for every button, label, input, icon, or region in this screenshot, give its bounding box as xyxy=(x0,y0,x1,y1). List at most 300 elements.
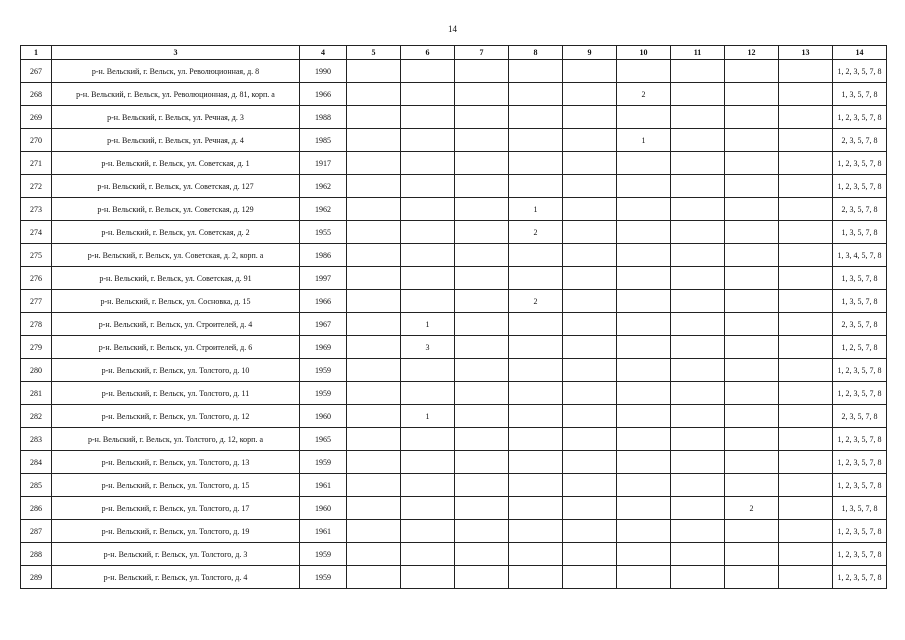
table-cell xyxy=(401,175,455,198)
address-cell: р-н. Вельский, г. Вельск, ул. Революционная, д. 81, корп. а xyxy=(52,83,300,106)
table-cell xyxy=(509,382,563,405)
table-cell xyxy=(401,267,455,290)
table-row xyxy=(21,497,887,520)
address-cell: р-н. Вельский, г. Вельск, ул. Строителей, д. 6 xyxy=(52,336,300,359)
table-row xyxy=(21,428,887,451)
table-row xyxy=(21,244,887,267)
table-cell xyxy=(509,566,563,589)
table-cell xyxy=(509,244,563,267)
table-cell xyxy=(563,106,617,129)
table-cell: 1, 2, 5, 7, 8 xyxy=(833,336,887,359)
row-number-cell: 284 xyxy=(21,451,52,474)
table-cell xyxy=(455,60,509,83)
column-header: 9 xyxy=(563,46,617,60)
column-header: 3 xyxy=(52,46,300,60)
table-cell xyxy=(347,359,401,382)
table-cell xyxy=(347,198,401,221)
table-cell xyxy=(563,336,617,359)
table-cell xyxy=(725,336,779,359)
row-number-cell: 283 xyxy=(21,428,52,451)
table-cell xyxy=(347,543,401,566)
year-cell: 1955 xyxy=(300,221,347,244)
table-cell xyxy=(671,106,725,129)
table-cell xyxy=(347,497,401,520)
table-cell xyxy=(401,451,455,474)
table-cell xyxy=(347,566,401,589)
table-cell xyxy=(779,290,833,313)
table-cell: 2, 3, 5, 7, 8 xyxy=(833,198,887,221)
address-cell: р-н. Вельский, г. Вельск, ул. Толстого, д. 13 xyxy=(52,451,300,474)
table-cell xyxy=(347,221,401,244)
table-cell xyxy=(617,106,671,129)
table-cell xyxy=(779,520,833,543)
table-cell xyxy=(671,198,725,221)
table-cell xyxy=(347,60,401,83)
row-number-cell: 285 xyxy=(21,474,52,497)
table-cell xyxy=(671,290,725,313)
table-cell xyxy=(401,129,455,152)
year-cell: 1959 xyxy=(300,382,347,405)
table-row xyxy=(21,382,887,405)
table-cell xyxy=(617,474,671,497)
table-cell xyxy=(779,428,833,451)
table-cell xyxy=(779,474,833,497)
table-cell xyxy=(779,198,833,221)
table-cell xyxy=(671,428,725,451)
year-cell: 1990 xyxy=(300,60,347,83)
address-cell: р-н. Вельский, г. Вельск, ул. Толстого, д. 3 xyxy=(52,543,300,566)
table-cell xyxy=(563,129,617,152)
table-cell xyxy=(563,497,617,520)
table-cell xyxy=(779,83,833,106)
table-cell: 1, 3, 5, 7, 8 xyxy=(833,267,887,290)
page-number: 14 xyxy=(448,24,457,34)
table-cell xyxy=(563,359,617,382)
table-cell xyxy=(617,566,671,589)
table-cell: 2, 3, 5, 7, 8 xyxy=(833,129,887,152)
column-header: 6 xyxy=(401,46,455,60)
row-number-cell: 287 xyxy=(21,520,52,543)
address-cell: р-н. Вельский, г. Вельск, ул. Толстого, д. 19 xyxy=(52,520,300,543)
table-cell xyxy=(455,152,509,175)
table-cell xyxy=(401,359,455,382)
table-cell xyxy=(617,244,671,267)
table-row xyxy=(21,566,887,589)
table-cell: 2 xyxy=(509,221,563,244)
year-cell: 1988 xyxy=(300,106,347,129)
table-cell xyxy=(347,267,401,290)
table-cell xyxy=(725,106,779,129)
table-cell xyxy=(671,543,725,566)
table-cell xyxy=(671,244,725,267)
table-row xyxy=(21,543,887,566)
table-body xyxy=(21,60,887,589)
table-cell xyxy=(671,60,725,83)
table-cell xyxy=(779,129,833,152)
table-cell xyxy=(347,451,401,474)
table-cell xyxy=(401,543,455,566)
table-cell xyxy=(617,60,671,83)
table-cell xyxy=(509,520,563,543)
table-cell xyxy=(779,313,833,336)
address-cell: р-н. Вельский, г. Вельск, ул. Советская, д. 129 xyxy=(52,198,300,221)
row-number-cell: 289 xyxy=(21,566,52,589)
table-cell xyxy=(509,175,563,198)
row-number-cell: 271 xyxy=(21,152,52,175)
table-cell xyxy=(725,267,779,290)
table-cell xyxy=(779,60,833,83)
table-cell xyxy=(617,428,671,451)
row-number-cell: 277 xyxy=(21,290,52,313)
table-cell xyxy=(509,83,563,106)
row-number-cell: 280 xyxy=(21,359,52,382)
table-cell xyxy=(779,106,833,129)
row-number-cell: 279 xyxy=(21,336,52,359)
address-cell: р-н. Вельский, г. Вельск, ул. Толстого, д. 11 xyxy=(52,382,300,405)
table-cell xyxy=(617,175,671,198)
address-cell: р-н. Вельский, г. Вельск, ул. Революционная, д. 8 xyxy=(52,60,300,83)
address-cell: р-н. Вельский, г. Вельск, ул. Строителей, д. 4 xyxy=(52,313,300,336)
table-cell xyxy=(455,106,509,129)
table-cell xyxy=(725,313,779,336)
table-cell xyxy=(563,520,617,543)
year-cell: 1986 xyxy=(300,244,347,267)
table-cell xyxy=(617,313,671,336)
table-cell xyxy=(671,520,725,543)
table-cell: 1 xyxy=(617,129,671,152)
table-cell xyxy=(347,313,401,336)
table-cell xyxy=(455,336,509,359)
table-cell xyxy=(563,474,617,497)
table-cell xyxy=(401,83,455,106)
table-cell xyxy=(455,359,509,382)
column-header: 7 xyxy=(455,46,509,60)
row-number-cell: 288 xyxy=(21,543,52,566)
table-cell xyxy=(671,382,725,405)
address-cell: р-н. Вельский, г. Вельск, ул. Толстого, д. 17 xyxy=(52,497,300,520)
table-cell xyxy=(347,405,401,428)
column-header: 12 xyxy=(725,46,779,60)
table-cell xyxy=(671,267,725,290)
table-cell xyxy=(401,290,455,313)
row-number-cell: 275 xyxy=(21,244,52,267)
year-cell: 1965 xyxy=(300,428,347,451)
table-cell xyxy=(509,474,563,497)
year-cell: 1962 xyxy=(300,175,347,198)
row-number-cell: 281 xyxy=(21,382,52,405)
table-cell xyxy=(617,198,671,221)
table-cell: 1, 2, 3, 5, 7, 8 xyxy=(833,543,887,566)
table-cell xyxy=(617,336,671,359)
table-row xyxy=(21,267,887,290)
table-cell xyxy=(563,152,617,175)
table-cell xyxy=(563,543,617,566)
table-cell xyxy=(725,83,779,106)
row-number-cell: 278 xyxy=(21,313,52,336)
year-cell: 1962 xyxy=(300,198,347,221)
table-cell: 1, 2, 3, 5, 7, 8 xyxy=(833,152,887,175)
table-cell xyxy=(779,175,833,198)
table-cell xyxy=(725,359,779,382)
table-cell xyxy=(563,175,617,198)
table-cell xyxy=(509,451,563,474)
row-number-cell: 269 xyxy=(21,106,52,129)
table-cell xyxy=(455,405,509,428)
table-cell xyxy=(455,520,509,543)
table-cell xyxy=(347,336,401,359)
column-header: 14 xyxy=(833,46,887,60)
table-cell xyxy=(563,83,617,106)
table-cell xyxy=(347,83,401,106)
table-cell xyxy=(509,405,563,428)
table-cell xyxy=(401,221,455,244)
table-cell xyxy=(725,290,779,313)
row-number-cell: 276 xyxy=(21,267,52,290)
table-cell xyxy=(347,382,401,405)
table-cell xyxy=(347,474,401,497)
table-cell xyxy=(563,221,617,244)
table-cell xyxy=(617,221,671,244)
table-cell xyxy=(455,474,509,497)
table-cell xyxy=(671,497,725,520)
table-cell xyxy=(401,474,455,497)
table-cell xyxy=(347,175,401,198)
table-cell xyxy=(347,428,401,451)
table-cell xyxy=(617,382,671,405)
year-cell: 1917 xyxy=(300,152,347,175)
table-cell xyxy=(401,382,455,405)
table-row xyxy=(21,359,887,382)
table-cell xyxy=(671,359,725,382)
table-row xyxy=(21,106,887,129)
table-cell xyxy=(617,290,671,313)
table-cell xyxy=(725,474,779,497)
table-cell xyxy=(347,290,401,313)
table-row xyxy=(21,313,887,336)
table-cell: 1, 2, 3, 5, 7, 8 xyxy=(833,382,887,405)
year-cell: 1985 xyxy=(300,129,347,152)
table-cell xyxy=(671,566,725,589)
table-cell xyxy=(563,198,617,221)
table-cell xyxy=(509,152,563,175)
table-cell xyxy=(725,221,779,244)
address-cell: р-н. Вельский, г. Вельск, ул. Советская, д. 2, корп. а xyxy=(52,244,300,267)
row-number-cell: 282 xyxy=(21,405,52,428)
table-cell xyxy=(401,497,455,520)
table-cell xyxy=(455,83,509,106)
table-cell xyxy=(455,267,509,290)
data-table xyxy=(20,45,887,589)
table-cell xyxy=(455,566,509,589)
table-cell xyxy=(563,60,617,83)
table-cell: 1, 2, 3, 5, 7, 8 xyxy=(833,106,887,129)
table-row xyxy=(21,198,887,221)
table-row xyxy=(21,474,887,497)
table-cell: 1, 2, 3, 5, 7, 8 xyxy=(833,566,887,589)
table-cell xyxy=(725,244,779,267)
table-cell xyxy=(563,313,617,336)
table-cell xyxy=(725,405,779,428)
column-header: 11 xyxy=(671,46,725,60)
row-number-cell: 274 xyxy=(21,221,52,244)
year-cell: 1961 xyxy=(300,520,347,543)
table-cell xyxy=(509,359,563,382)
table-cell xyxy=(779,244,833,267)
table-row xyxy=(21,175,887,198)
address-cell: р-н. Вельский, г. Вельск, ул. Советская, д. 127 xyxy=(52,175,300,198)
table-cell xyxy=(779,382,833,405)
table-cell: 2, 3, 5, 7, 8 xyxy=(833,405,887,428)
table-row xyxy=(21,152,887,175)
address-cell: р-н. Вельский, г. Вельск, ул. Советская, д. 91 xyxy=(52,267,300,290)
table-cell: 1, 2, 3, 5, 7, 8 xyxy=(833,359,887,382)
address-cell: р-н. Вельский, г. Вельск, ул. Толстого, д. 12 xyxy=(52,405,300,428)
table-cell: 1, 3, 5, 7, 8 xyxy=(833,221,887,244)
table-cell xyxy=(617,359,671,382)
address-cell: р-н. Вельский, г. Вельск, ул. Речная, д. 3 xyxy=(52,106,300,129)
table-cell: 1, 3, 5, 7, 8 xyxy=(833,290,887,313)
table-cell: 1 xyxy=(509,198,563,221)
table-cell xyxy=(563,451,617,474)
table-cell xyxy=(563,267,617,290)
table-row xyxy=(21,60,887,83)
table-cell xyxy=(509,543,563,566)
year-cell: 1961 xyxy=(300,474,347,497)
table-cell xyxy=(347,106,401,129)
table-cell: 1 xyxy=(401,313,455,336)
table-cell xyxy=(779,497,833,520)
table-cell xyxy=(401,520,455,543)
table-cell xyxy=(509,428,563,451)
table-cell xyxy=(563,244,617,267)
table-cell xyxy=(725,520,779,543)
column-header: 5 xyxy=(347,46,401,60)
table-cell: 2 xyxy=(617,83,671,106)
table-cell xyxy=(455,543,509,566)
column-header: 13 xyxy=(779,46,833,60)
table-cell xyxy=(725,198,779,221)
year-cell: 1966 xyxy=(300,290,347,313)
year-cell: 1959 xyxy=(300,566,347,589)
column-header: 8 xyxy=(509,46,563,60)
table-row xyxy=(21,290,887,313)
table-cell: 1, 3, 5, 7, 8 xyxy=(833,83,887,106)
table-cell: 1 xyxy=(401,405,455,428)
table-cell xyxy=(617,152,671,175)
table-cell xyxy=(671,451,725,474)
table-cell xyxy=(779,405,833,428)
table-cell xyxy=(671,336,725,359)
address-cell: р-н. Вельский, г. Вельск, ул. Речная, д. 4 xyxy=(52,129,300,152)
table-cell xyxy=(455,221,509,244)
table-cell xyxy=(671,129,725,152)
year-cell: 1959 xyxy=(300,451,347,474)
row-number-cell: 286 xyxy=(21,497,52,520)
table-cell: 1, 2, 3, 5, 7, 8 xyxy=(833,60,887,83)
table-cell xyxy=(779,267,833,290)
table-cell xyxy=(779,451,833,474)
table-cell xyxy=(725,382,779,405)
table-cell xyxy=(455,497,509,520)
table-cell xyxy=(455,129,509,152)
table-cell xyxy=(401,428,455,451)
table-cell xyxy=(725,451,779,474)
address-cell: р-н. Вельский, г. Вельск, ул. Советская, д. 1 xyxy=(52,152,300,175)
year-cell: 1969 xyxy=(300,336,347,359)
row-number-cell: 273 xyxy=(21,198,52,221)
header-row xyxy=(21,46,887,60)
table-cell xyxy=(779,336,833,359)
table-cell: 1, 3, 4, 5, 7, 8 xyxy=(833,244,887,267)
table-row xyxy=(21,520,887,543)
table-cell xyxy=(563,290,617,313)
table-cell: 2 xyxy=(509,290,563,313)
table-cell xyxy=(671,175,725,198)
table-cell xyxy=(563,428,617,451)
table-cell xyxy=(401,60,455,83)
table-cell xyxy=(617,451,671,474)
row-number-cell: 267 xyxy=(21,60,52,83)
table-cell: 1, 3, 5, 7, 8 xyxy=(833,497,887,520)
column-header: 1 xyxy=(21,46,52,60)
table-cell xyxy=(617,543,671,566)
address-cell: р-н. Вельский, г. Вельск, ул. Сосновка, д. 15 xyxy=(52,290,300,313)
table-cell: 2 xyxy=(725,497,779,520)
row-number-cell: 272 xyxy=(21,175,52,198)
year-cell: 1960 xyxy=(300,497,347,520)
table-row xyxy=(21,451,887,474)
table-cell xyxy=(725,152,779,175)
row-number-cell: 270 xyxy=(21,129,52,152)
table-cell xyxy=(347,244,401,267)
row-number-cell: 268 xyxy=(21,83,52,106)
table-cell xyxy=(401,198,455,221)
table-cell xyxy=(509,129,563,152)
table-cell xyxy=(455,290,509,313)
table-cell: 1, 2, 3, 5, 7, 8 xyxy=(833,451,887,474)
table-cell xyxy=(509,106,563,129)
address-cell: р-н. Вельский, г. Вельск, ул. Толстого, д. 15 xyxy=(52,474,300,497)
table-row xyxy=(21,221,887,244)
table-cell xyxy=(617,497,671,520)
table-cell xyxy=(401,566,455,589)
table-cell xyxy=(725,543,779,566)
table-cell xyxy=(671,313,725,336)
table-cell xyxy=(347,152,401,175)
address-cell: р-н. Вельский, г. Вельск, ул. Толстого, д. 10 xyxy=(52,359,300,382)
table-cell xyxy=(455,198,509,221)
table-cell xyxy=(725,60,779,83)
table-cell xyxy=(347,129,401,152)
table-cell xyxy=(509,313,563,336)
table-cell xyxy=(455,428,509,451)
year-cell: 1967 xyxy=(300,313,347,336)
table-cell xyxy=(509,60,563,83)
table-cell xyxy=(671,405,725,428)
table-cell xyxy=(347,520,401,543)
address-cell: р-н. Вельский, г. Вельск, ул. Толстого, д. 4 xyxy=(52,566,300,589)
table-cell xyxy=(455,313,509,336)
table-cell: 1, 2, 3, 5, 7, 8 xyxy=(833,428,887,451)
table-cell: 3 xyxy=(401,336,455,359)
table-cell xyxy=(617,405,671,428)
table-cell xyxy=(401,152,455,175)
table-cell xyxy=(563,566,617,589)
table-cell xyxy=(725,175,779,198)
year-cell: 1959 xyxy=(300,359,347,382)
year-cell: 1966 xyxy=(300,83,347,106)
table-cell: 1, 2, 3, 5, 7, 8 xyxy=(833,520,887,543)
